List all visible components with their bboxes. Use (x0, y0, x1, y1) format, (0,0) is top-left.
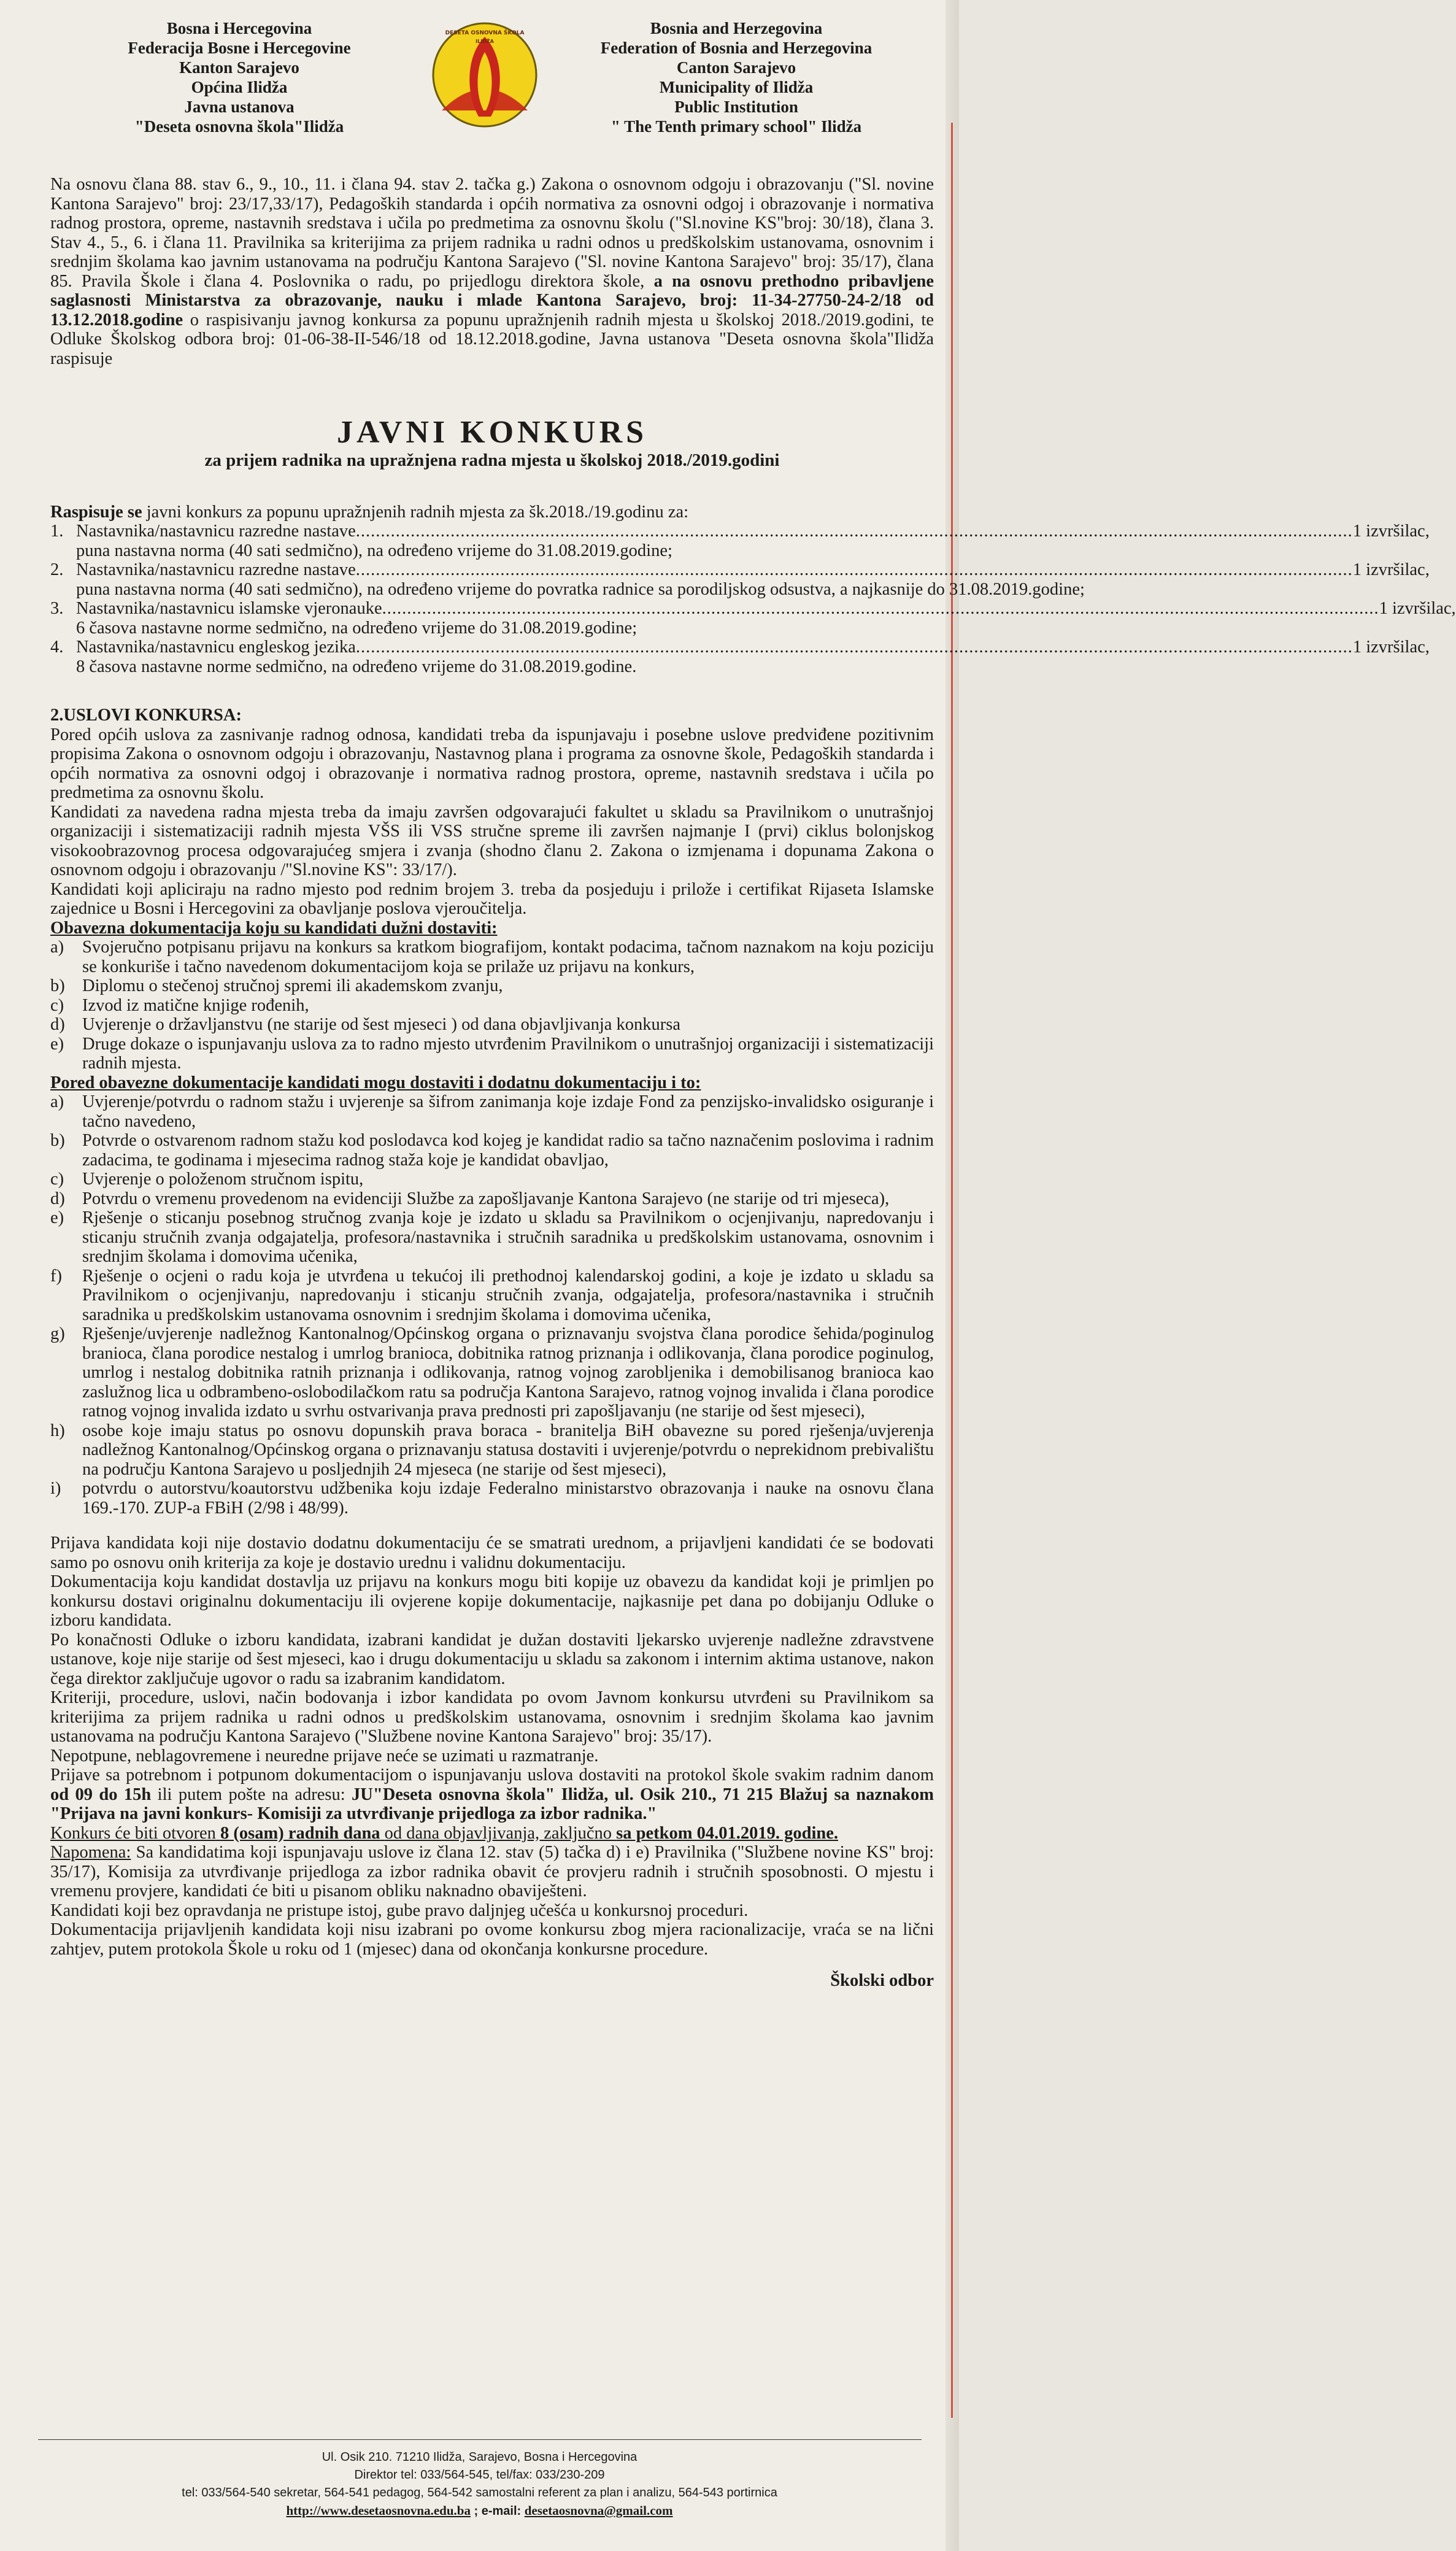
dodatna-item (50, 1189, 934, 1209)
position-number: 2. (50, 560, 64, 579)
position-text (76, 599, 1456, 638)
letterhead-left-line: Kanton Sarajevo (179, 58, 299, 77)
website-link[interactable]: http://www.desetaosnovna.edu.ba (286, 2503, 471, 2518)
raspisuje-line (50, 503, 934, 522)
obavezna-heading: Obavezna dokumentacija koju su kandidati dužni dostaviti: (50, 918, 498, 938)
note-label: Napomena: (50, 1843, 131, 1862)
list-text: Rješenje o ocjeni o radu koja je utvrđena u tekućoj ili prethodnoj kalendarskoj godini, a koje je izdato u skladu sa Pravilnikom o ocjenjivanju, napredovanju i sticanju stručnih zvanja, odgajatelja, profesora/nastavnika i stručnih saradnika u predškolskim ustanovama osnovnim i srednjim školama i domovima učenika, (82, 1266, 934, 1324)
signature: Školski odbor (830, 1971, 934, 1990)
dodatna-item (50, 1208, 934, 1267)
list-marker: c) (50, 995, 64, 1015)
position-name: Nastavnika/nastavnicu islamske vjeronauke (76, 599, 382, 618)
dodatna-item (50, 1267, 934, 1325)
dodatna-item (50, 1170, 934, 1189)
position-title-line (76, 560, 1430, 580)
closing-paragraph: Kandidati koji bez opravdanja ne pristupe istoj, gube pravo daljnjeg učešća u konkursnoj proceduri. (50, 1901, 749, 1920)
list-text: Svojeručno potpisanu prijavu na konkurs sa kratkom biografijom, kontakt podacima, tačnom naznakom na koju poziciju se konkuriše i tačno navedenom dokumentacijom koja se prilaže uz prijavu na konkurs, (82, 938, 934, 976)
note-paragraph (50, 1843, 934, 1901)
letterhead-left-line: Općina Ilidža (191, 78, 288, 96)
position-number: 4. (50, 638, 64, 657)
logo-subtext: ILIDŽA (476, 39, 494, 44)
position-leader-dots: ........................................................................................................................................................................................................ (355, 560, 1353, 579)
submission-address: JU"Deseta osnovna škola" Ilidža, ul. Osik 210., 71 215 Blažuj sa naznakom "Prijava na javni konkurs- Komisiji za utvrđivanje prijedloga za izbor radnika." (50, 1785, 934, 1823)
deadline-paragraph (50, 1824, 934, 1843)
footer-phone: Direktor tel: 033/564-545, tel/fax: 033/230-209 (354, 2468, 605, 2482)
position-description: puna nastavna norma (40 sati sedmično), na određeno vrijeme do povratka radnice sa porodiljskog odsustva, a najkasnije do 31.08.2019.godine; (76, 579, 1085, 599)
list-marker: d) (50, 1189, 65, 1208)
list-text: osobe koje imaju status po osnovu dopunskih prava boraca - branitelja BiH obavezne su pored rješenja/uvjerenja nadležnog Kantonalnog/Općinskog organa o priznavanju statusa dostaviti i uvjerenje/potvrdu o neprekidnom prebivalištu na području Kantona Sarajevo u posljednjih 24 mjeseca (ne starije od šest mjeseci), (82, 1421, 934, 1479)
list-marker: e) (50, 1034, 64, 1054)
dodatna-list (50, 1092, 934, 1518)
letterhead (0, 18, 959, 160)
list-text: Rješenje/uvjerenje nadležnog Kantonalnog/Općinskog organa o priznavanju svojstva člana porodice šehida/poginulog branioca, člana porodice nestalog i umrlog branioca, dobitnika ratnog priznanja i odlikovanja, člana porodice poginulog, umrlog i nestalog dobitnika ratnih priznanja i odlikovanja, ratnog vojnog zarobljenika i demobilisanog branioca kao zaslužnog lica u odbrambeno-oslobodilačkom ratu sa područja Kantona Sarajevo, ratnog vojnog invalida i člana porodice ratnog vojnog invalida izdato u svrhu ostvarivanja prava prednosti pri zapošljavanju (ne starije od šest mjeseci), (82, 1324, 934, 1421)
obavezna-list (50, 938, 934, 1073)
closing-paragraph: Nepotpune, neblagovremene i neuredne prijave neće se uzimati u razmatranje. (50, 1746, 599, 1766)
obavezna-item (50, 1015, 934, 1035)
email-link[interactable]: desetaosnovna@gmail.com (524, 2503, 673, 2518)
letterhead-right (564, 18, 908, 136)
list-text: Uvjerenje/potvrdu o radnom stažu i uvjerenje sa šifrom zanimanja koje izdaje Fond za penzijsko-invalidsko osiguranje i tačno navedeno, (82, 1092, 934, 1131)
document-subtitle: za prijem radnika na upražnjena radna mjesta u školskoj 2018./2019.godini (204, 450, 780, 470)
list-text: Potvrdu o vremenu provedenom na evidenciji Službe za zapošljavanje Kantona Sarajevo (ne starije od tri mjeseca), (82, 1189, 890, 1208)
dodatna-item (50, 1324, 934, 1421)
position-description: 6 časova nastavne norme sedmično, na određeno vrijeme do 31.08.2019.godine; (76, 618, 637, 638)
position-description: puna nastavna norma (40 sati sedmično), na određeno vrijeme do 31.08.2019.godine; (76, 541, 672, 560)
dodatna-item (50, 1131, 934, 1170)
letterhead-left-line: Federacija Bosne i Hercegovine (128, 39, 351, 57)
intro-text-end: o raspisivanju javnog konkursa za popunu upražnjenih radnih mjesta u školskoj 2018./2019.godini, te Odluke Školskog odbora broj: 01-06-38-II-546/18 od 18.12.2018.godine, Javna ustanova "Deseta osnovna škola"Ilidža raspisuje (50, 310, 934, 368)
submission-text: Prijave sa potrebnom i potpunom dokumentacijom o ispunjavanju uslova dostaviti na protokol škole svakim radnim danom (50, 1766, 934, 1785)
uslovi-heading: 2.USLOVI KONKURSA: (50, 706, 242, 725)
closing-paragraph: Kriteriji, procedure, uslovi, način bodovanja i izbor kandidata po ovom Javnom konkursu utvrđeni su Pravilnikom sa kriterijima za prijem radnika u radni odnos u predškolskim ustanovama, osnovnim i srednjim školama kao javnim ustanovama na području Kantona Sarajevo ("Službene novine Kantona Sarajevo" broj: 35/17). (50, 1688, 934, 1746)
position-count: 1 izvršilac, (1352, 638, 1430, 657)
announcement-body (50, 175, 1456, 1991)
list-marker: a) (50, 1092, 64, 1111)
letterhead-right-line: Municipality of Ilidža (659, 78, 814, 96)
closing-paragraph: Prijava kandidata koji nije dostavio dodatnu dokumentaciju će se smatrati urednom, a prijavljeni kandidati će se bodovati samo po osnovu onih kriterija za koje je dostavio urednu i validnu dokumentaciju. (50, 1534, 934, 1572)
dodatna-item (50, 1421, 934, 1480)
position-leader-dots: ........................................................................................................................................................................................................ (355, 638, 1353, 657)
uslovi-paragraph: Kandidati za navedena radna mjesta treba da imaju završen odgovarajući fakultet u skladu sa Pravilnikom o unutrašnjoj organizaciji i sistematizaciji radnih mjesta VŠS ili VSS stručne spreme ili završen najmanje I (prvi) ciklus bolonjskog visokoobrazovnog procesa odgovarajućeg smjera i zvanja (shodno članu 2. Zakona o izmjenama i dopunama Zakona o osnovnom odgoju i obrazovanju /"Sl.novine KS": 33/17/). (50, 802, 934, 879)
list-marker: g) (50, 1324, 65, 1343)
document-title: JAVNI KONKURS (336, 415, 648, 450)
closing-paragraph: Dokumentacija koju kandidat dostavlja uz prijavu na konkurs mogu biti kopije uz obavezu da kandidat koji je primljen po konkursu dostavi originalnu dokumentaciju ili ovjerene kopije dokumentacije, najkasnije pet dana po dobijanju Odluke o izboru kandidata. (50, 1572, 934, 1630)
position-count: 1 izvršilac, (1379, 599, 1456, 618)
red-margin-line (951, 123, 953, 2418)
letterhead-right-line: " The Tenth primary school" Ilidža (611, 117, 862, 136)
position-item (50, 522, 1430, 560)
position-title-line (76, 599, 1456, 619)
closing-paragraph: Dokumentacija prijavljenih kandidata koji nisu izabrani po ovome konkursu zbog mjera racionalizacije, vraća se na lični zahtjev, putem protokola Škole u roku od 1 (mjesec) dana od okončanja konkursne procedure. (50, 1920, 934, 1959)
deadline-days: 8 (osam) radnih dana (220, 1823, 380, 1843)
list-marker: d) (50, 1015, 65, 1034)
letterhead-right-line: Federation of Bosnia and Herzegovina (600, 39, 872, 57)
list-text: Uvjerenje o položenom stručnom ispitu, (82, 1170, 364, 1189)
position-leader-dots: ........................................................................................................................................................................................................ (382, 599, 1379, 618)
list-marker: b) (50, 1131, 65, 1150)
raspisuje-label: Raspisuje se (50, 502, 142, 522)
list-marker: f) (50, 1266, 62, 1286)
submission-paragraph (50, 1766, 934, 1824)
list-marker: e) (50, 1208, 64, 1227)
list-marker: b) (50, 976, 65, 995)
obavezna-item (50, 938, 934, 976)
footer-rule (38, 2439, 922, 2440)
list-marker: c) (50, 1170, 64, 1189)
intro-text: Na osnovu člana 88. stav 6., 9., 10., 11. i člana 94. stav 2. tačka g.) Zakona o osnovnom odgoju i obrazovanju ("Sl. novine Kantona Sarajevo" broj: 23/17,33/17), Pedagoških standarda i općih normativa za osnovni odgoj i obrazovanje i normativa radnog prostora, opreme, nastavnih sredstava i učila po predmetima za osnovnu školu ("Sl.novine KS"broj: 30/18), člana 3. Stav 4., 5., 6. i člana 11. Pravilnika sa kriterijima za prijem radnika u radni odnos u predškolskim ustanovama, osnovnim i srednjim školama kao javnim ustanovama na području Kantona Sarajevo ("Sl. novine Kantona Sarajevo" broj: 35/17), člana 85. Pravila Škole i člana 4. Poslovnika o radu, po prijedlogu direktora škole, (50, 175, 934, 291)
footer-links (0, 2502, 959, 2520)
position-name: Nastavnika/nastavnicu razredne nastave (76, 560, 356, 579)
footer-address: Ul. Osik 210. 71210 Ilidža, Sarajevo, Bosna i Hercegovina (322, 2450, 637, 2464)
logo-text: DESETA OSNOVNA ŠKOLA (445, 30, 525, 36)
position-text (76, 638, 1430, 676)
footer-phones: tel: 033/564-540 sekretar, 564-541 pedagog, 564-542 samostalni referent za plan i analizu, 564-543 portirnica (182, 2486, 777, 2499)
intro-paragraph (50, 175, 934, 368)
list-text: Druge dokaze o ispunjavanju uslova za to radno mjesto utvrđenim Pravilnikom o unutrašnjoj organizaciji i sistematizaciji radnih mjesta. (82, 1034, 934, 1073)
position-title-line (76, 522, 1430, 541)
position-number: 1. (50, 522, 64, 541)
letterhead-left-line: Bosna i Hercegovina (166, 19, 312, 37)
note-text: Sa kandidatima koji ispunjavaju uslove iz člana 12. stav (5) tačka d) i e) Pravilnika ("Službene novine KS" broj: 35/17), Komisija za utvrđivanje prijedloga za izbor radnika obavit će provjeru radnih i stručnih sposobnosti. O mjestu i vremenu provjere, kandidati će biti u pisanom obliku naknadno obaviješteni. (50, 1843, 934, 1901)
position-count: 1 izvršilac, (1352, 560, 1430, 579)
position-leader-dots: ........................................................................................................................................................................................................ (355, 522, 1353, 541)
obavezna-item (50, 976, 934, 996)
footer-separator: ; e-mail: (470, 2504, 525, 2518)
list-text: Izvod iz matične knjige rođenih, (82, 995, 309, 1015)
list-text: Uvjerenje o državljanstvu (ne starije od šest mjeseci ) od dana objavljivanja konkursa (82, 1015, 681, 1034)
letterhead-right-line: Canton Sarajevo (676, 58, 796, 77)
uslovi-paragraph: Kandidati koji apliciraju na radno mjesto pod rednim brojem 3. treba da posjeduju i prilože i certifikat Rijaseta Islamske zajednice u Bosni i Hercegovini za obavljanje poslova vjeroučitelja. (50, 879, 934, 918)
uslovi-paragraph: Pored općih uslova za zasnivanje radnog odnosa, kandidati treba da ispunjavaju i posebne uslove predviđene pozitivnim propisima Zakona o osnovnom odgoju i obrazovanju, Nastavnog plana i programa za osnovne škole, Pedagoških standarda i općih normativa za osnovni odgoj i obrazovanje i normativa radnog prostora, opreme, nastavnih sredstava i učila po predmetima za osnovnu školu. (50, 725, 934, 802)
submission-hours: od 09 do 15h (50, 1785, 152, 1804)
school-logo-icon (429, 18, 540, 135)
position-title-line (76, 638, 1430, 657)
position-description: 8 časova nastavne norme sedmično, na određeno vrijeme do 31.08.2019.godine. (76, 657, 637, 676)
position-item (50, 638, 1430, 676)
letterhead-right-line: Bosnia and Herzegovina (650, 19, 823, 37)
intro-approval: a na osnovu prethodno pribavljene saglasnosti Ministarstva za obrazovanje, nauku i mlade Kantona Sarajevo, broj: 11-34-27750-24-2/18 od 13.12.2018.godine (50, 271, 934, 330)
position-name: Nastavnika/nastavnicu engleskog jezika (76, 638, 356, 657)
list-marker: i) (50, 1479, 61, 1498)
closing-paragraph: Po konačnosti Odluke o izboru kandidata, izabrani kandidat je dužan dostaviti ljekarsko uvjerenje nadležne zdravstvene ustanove, koje nije starije od šest mjeseci, kao i drugu dokumentaciju u skladu sa zakonom i internim aktima ustanove, nakon čega direktor zaključuje ugovor o radu sa izabranim kandidatom. (50, 1630, 934, 1688)
list-marker: h) (50, 1421, 65, 1440)
list-marker: a) (50, 938, 64, 957)
spacer (50, 1518, 934, 1534)
obavezna-item (50, 996, 934, 1016)
deadline-text-2: od dana objavljivanja, zaključno (384, 1823, 612, 1843)
list-text: Potvrde o ostvarenom radnom stažu kod poslodavca kod kojeg je kandidat radio sa tačno naznačenim poslovima i radnim zadacima, te godinama i mjesecima radnog staža koje je kandidat obavljao, (82, 1131, 934, 1170)
dodatna-item (50, 1092, 934, 1131)
dodatna-heading: Pored obavezne dokumentacije kandidati mogu dostaviti i dodatnu dokumentaciju i to: (50, 1073, 701, 1092)
list-text: Rješenje o sticanju posebnog stručnog zvanja koje je izdato u skladu sa Pravilnikom o ocjenjivanju, napredovanju i sticanju stručnih zvanja odgajatelja, profesora/nastavnika i stručnih saradnika u predškolskim ustanovama, osnovnim i srednjim školama i domovima učenika, (82, 1208, 934, 1266)
letterhead-left-line: Javna ustanova (184, 98, 295, 116)
position-text (76, 560, 1430, 599)
positions-list (50, 522, 1456, 676)
deadline-text: Konkurs će biti otvoren (50, 1823, 216, 1843)
list-text: Diplomu o stečenoj stručnoj spremi ili akademskom zvanju, (82, 976, 503, 995)
position-count: 1 izvršilac, (1352, 522, 1430, 541)
letterhead-left (67, 18, 411, 136)
submission-text-2: ili putem pošte na adresu: (157, 1785, 345, 1804)
footer (0, 2439, 959, 2520)
list-text: potvrdu o autorstvu/koautorstvu udžbenika koju izdaje Federalno ministarstvo obrazovanja i nauke na osnovu člana 169.-170. ZUP-a FBiH (2/98 i 48/99). (82, 1479, 934, 1518)
deadline-date: sa petkom 04.01.2019. godine. (616, 1823, 838, 1843)
position-name: Nastavnika/nastavnicu razredne nastave (76, 522, 356, 541)
raspisuje-text: javni konkurs za popunu upražnjenih radnih mjesta za šk.2018./19.godinu za: (146, 502, 689, 522)
position-number: 3. (50, 599, 64, 618)
letterhead-left-line: "Deseta osnovna škola"Ilidža (134, 117, 344, 136)
letterhead-right-line: Public Institution (674, 98, 798, 116)
position-text (76, 522, 1430, 560)
dodatna-item (50, 1479, 934, 1518)
position-item (50, 599, 1456, 638)
position-item (50, 560, 1430, 599)
obavezna-item (50, 1035, 934, 1073)
